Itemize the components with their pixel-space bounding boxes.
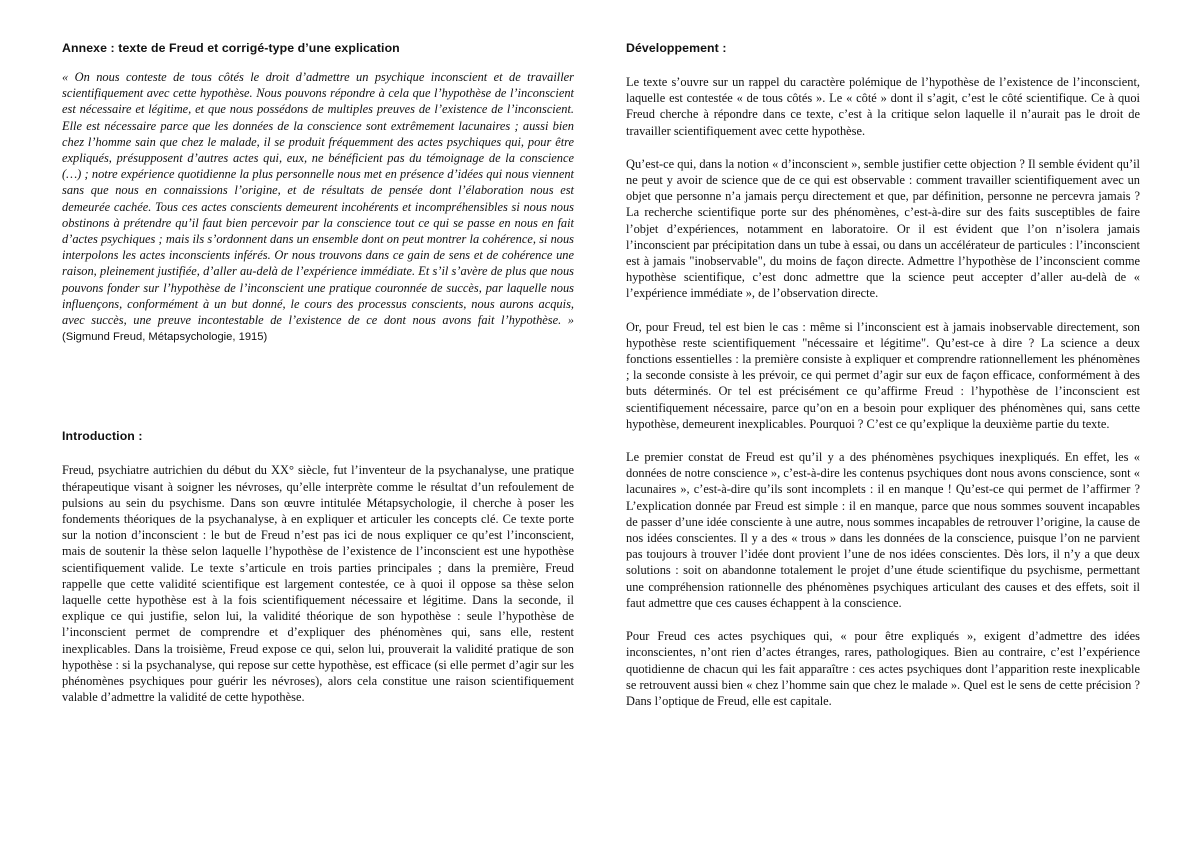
annexe-title: Annexe : texte de Freud et corrigé-type d’une explication <box>62 41 400 55</box>
developpement-paragraph: Or, pour Freud, tel est bien le cas : même si l’inconscient est à jamais inobservable directement, son hypothèse reste scientifiquement "nécessaire et légitime". Qu’est-ce à dire ? La science a deux fonctions essentielles : la première consiste à expliquer et comprendre rationnellement les phénomènes ; la seconde consiste à les prévoir, ce qui permet d’agir sur eux de façon efficace, conformément à des buts déterminés. Or tel est précisément ce qu’affirme Freud : l’hypothèse de l’inconscient est scientifiquement nécessaire, parce qu’on en a besoin pour expliquer des phénomènes qui, sans cette hypothèse, demeurent inexplicables. Pourquoi ? C’est ce qu’explique la deuxième partie du texte. <box>626 319 1140 431</box>
left-column <box>62 40 574 706</box>
quote-citation: (Sigmund Freud, Métapsychologie, 1915) <box>62 331 268 344</box>
developpement-paragraph: Le texte s’ouvre sur un rappel du caractère polémique de l’hypothèse de l’existence de l’inconscient, laquelle est contestée « de tous côtés ». Le « côté » dont il s’agit, c’est le côté scientifique. Ce à quoi Freud cherche à répondre dans ce texte, c’est à la critique selon laquelle il n’aurait pas le droit de travailler scientifiquement avec cette hypothèse. <box>626 75 1140 138</box>
freud-quote <box>62 69 574 345</box>
quote-text: « On nous conteste de tous côtés le droit d’admettre un psychique inconscient et de travailler scientifiquement avec cette hypothèse. Nous pouvons répondre à cela que l’hypothèse de l’inconscient est nécessaire et légitime, et que nous possédons de multiples preuves de l’existence de l’inconscient. Elle est nécessaire parce que les données de la conscience sont extrêmement lacunaires ; aussi bien chez l’homme sain que chez le malade, il se produit fréquemment des actes psychiques qui, pour être expliqués, présupposent d’autres actes qui, eux, ne bénéficient pas du témoignage de la conscience (…) ; notre expérience quotidienne la plus personnelle nous met en présence d’idées qui nous viennent sans que nous en connaissions l’origine, et de résultats de pensée dont l’élaboration nous est demeurée cachée. Tous ces actes conscients demeurent incohérents et incompréhensibles si nous nous obstinons à prétendre qu’il faut bien percevoir par la conscience tout ce qui se passe en nous en fait d’actes psychiques ; mais ils s’ordonnent dans un ensemble dont on peut montrer la cohérence, si nous interpolons les actes inconscients inférés. Or nous trouvons dans ce gain de sens et de cohérence une raison, pleinement justifiée, d’aller au-delà de l’expérience immédiate. Et s’il s’avère de plus que nous pouvons fonder sur l’hypothèse de l’inconscient une pratique couronnée de succès, par laquelle nous influençons, conformément à un but donné, le cours des processus conscients, nous aurons acquis, avec succès, une preuve incontestable de l’existence de ce dont nous avons fait l’hypothèse. » <box>62 70 574 328</box>
developpement-paragraph: Pour Freud ces actes psychiques qui, « pour être expliqués », exigent d’admettre des idées inconscientes, n’ont rien d’actes étranges, rares, pathologiques. Bien au contraire, c’est l’expérience quotidienne de chacun qui les fait apparaître : ces actes psychiques dont l’apparition reste inexplicable se retrouvent aussi bien « chez l’homme sain que chez le malade ». Quel est le sens de cette précision ? Dans l’optique de Freud, elle est capitale. <box>626 629 1140 708</box>
introduction-title: Introduction : <box>62 429 143 444</box>
developpement-paragraph: Le premier constat de Freud est qu’il y a des phénomènes psychiques inexpliqués. En effet, les « données de notre conscience », c’est-à-dire les contenus psychiques dont nous avons conscience, sont « lacunaires », c’est-à-dire qu’ils sont incomplets : il en manque ! Qu’est-ce qui permet de l’affirmer ? L’explication donnée par Freud est simple : il en manque, parce que nous sommes souvent incapables de passer d’une idée consciente à une autre, nous sommes incapables de retrouver l’origine, la cause de nos idées conscientes. Il y a des « trous » dans les données de la conscience, puisque l’on ne parvient pas toujours à trouver l’idée dont provient l’une de nos idées conscientes. Dès lors, il n’y a que deux solutions : soit on abandonne totalement le projet d’une étude scientifique du psychisme, permettant une compréhension rationnelle des phénomènes psychiques articulant des causes et des effets, soit il faut admettre que ces causes échappent à la conscience. <box>626 450 1140 610</box>
developpement-paragraph: Qu’est-ce qui, dans la notion « d’inconscient », semble justifier cette objection ? Il semble évident qu’il ne peut y avoir de science que de ce qui est observable : comment travailler scientifiquement avec un objet que personne n’a jamais perçu directement et que, par définition, personne ne percevra jamais ? La recherche scientifique porte sur des phénomènes, c’est-à-dire sur des faits susceptibles de faire l’objet d’expériences, notamment en laboratoire. Or il est évident que l’on n’isolera jamais l’inconscient par précipitation dans un tube à essai, ou dans un accélérateur de particules : l’inconscient est à jamais "inobservable", du moins de façon directe. Admettre l’hypothèse de l’inconscient comme hypothèse scientifique, c’est donc admettre que la science peut accepter d’aller au-delà de « l’expérience immédiate », de l’observation directe. <box>626 156 1140 301</box>
right-column <box>626 40 1140 709</box>
introduction-text: Freud, psychiatre autrichien du début du XX° siècle, fut l’inventeur de la psychanalyse, une pratique thérapeutique visant à soigner les névroses, qu’elle interprète comme le résultat d’un refoulement de pulsions au sein du psychisme. Dans son œuvre intitulée Métapsychologie, il cherche à poser les fondements théoriques de la psychanalyse, à en expliquer et articuler les concepts clé. Ce texte porte sur la notion d’inconscient : le but de Freud n’est pas ici de nous expliquer ce qu’est l’inconscient, mais de soutenir la thèse selon laquelle l’hypothèse de l’existence de l’inconscient est une hypothèse scientifiquement valide. Le texte s’articule en trois parties principales ; dans la première, Freud rappelle que cette validité scientifique est largement contestée, ce à quoi il oppose sa thèse selon laquelle cette hypothèse est à la fois scientifiquement nécessaire et légitime. Dans la seconde, il explique ce qui justifie, selon lui, la validité théorique de son hypothèse : seule l’hypothèse de l’inconscient permet de comprendre et d’expliquer des phénomènes qui, sans elle, restent inexplicables. Dans la troisième, Freud expose ce qui, selon lui, prouverait la validité pratique de son hypothèse : si la psychanalyse, qui repose sur cette hypothèse, est efficace (si elle permet d’agir sur les phénomènes psychiques pour guérir les névroses), alors cela constitue une raison scientifiquement valable d’admettre la validité de cette hypothèse. <box>62 463 574 705</box>
developpement-title: Développement : <box>626 41 727 55</box>
